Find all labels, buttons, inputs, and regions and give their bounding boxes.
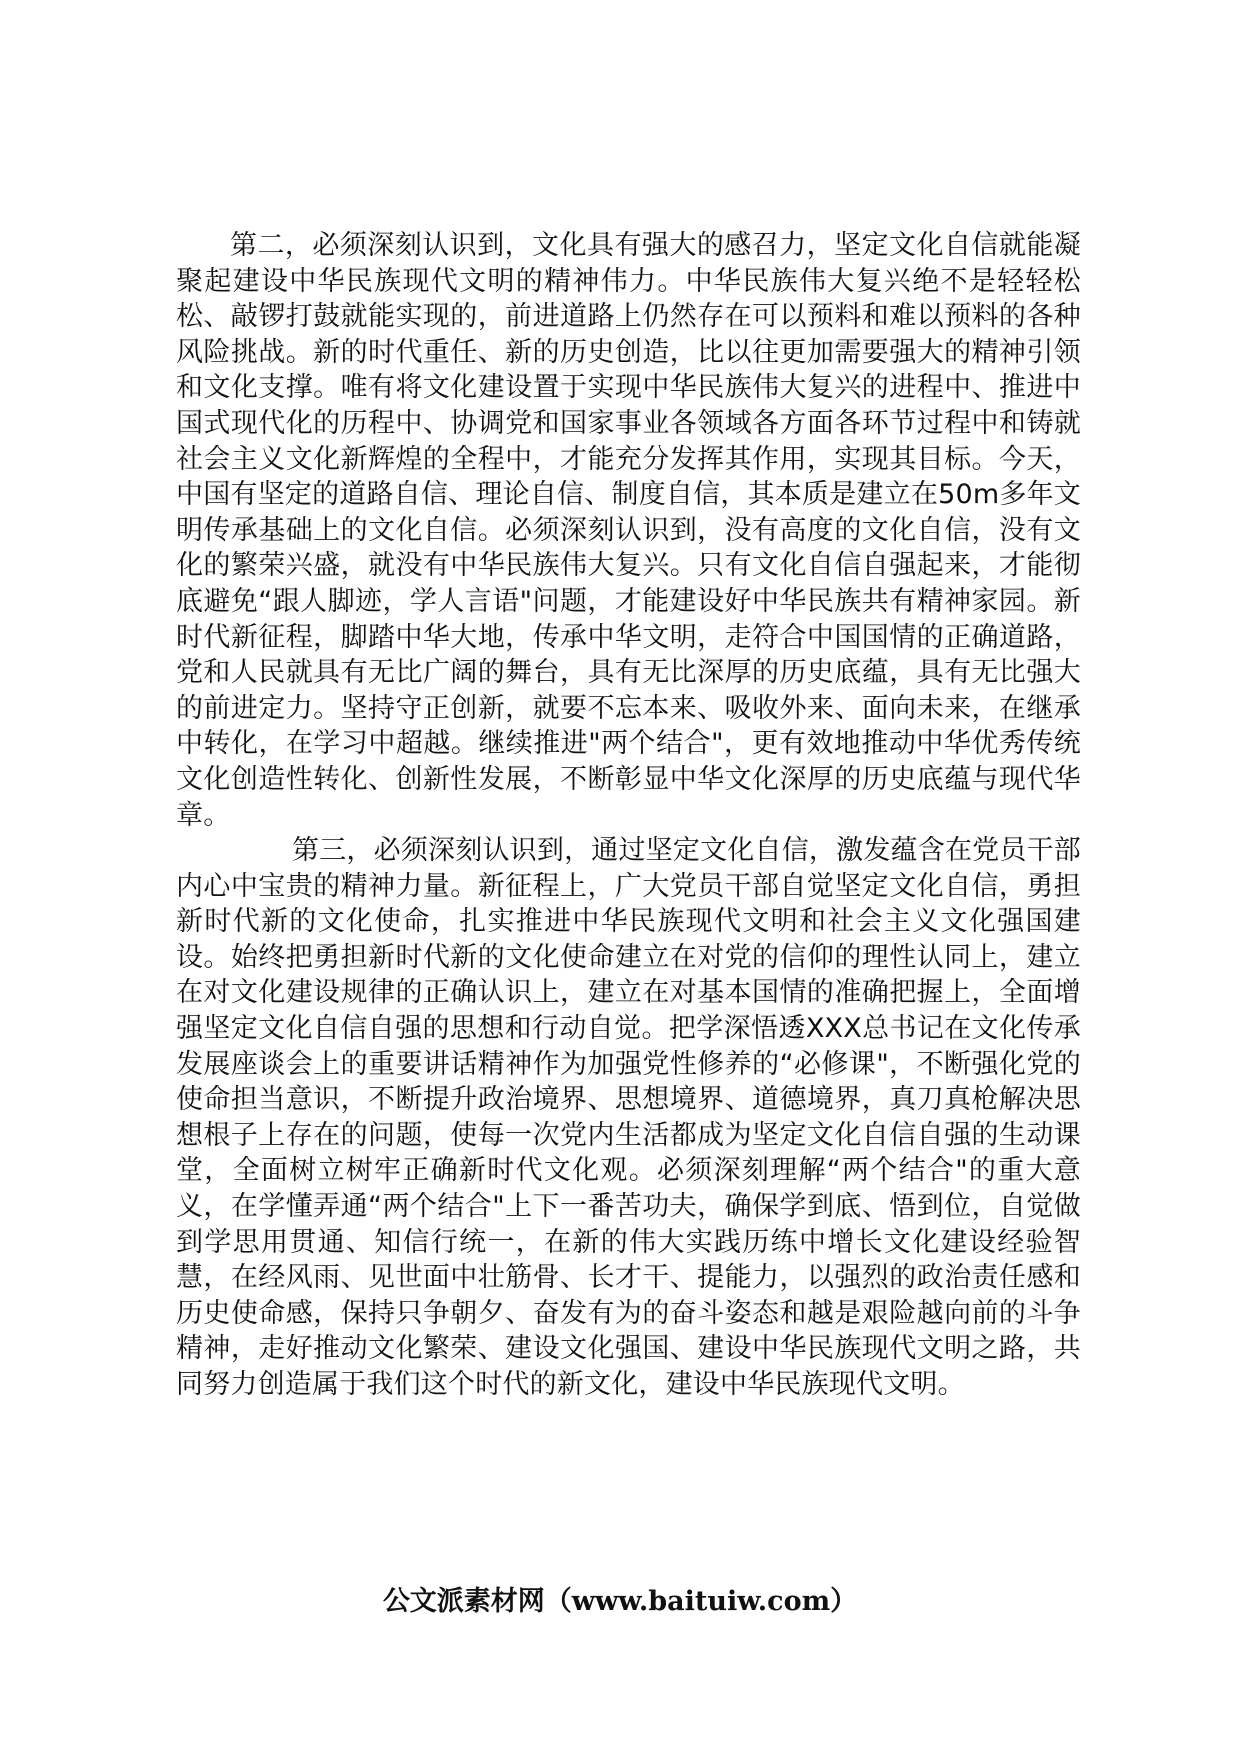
paragraph-third-point: 第三，必须深刻认识到，通过坚定文化自信，激发蕴含在党员干部内心中宝贵的精神力量。新征程上，广大党员干部自觉坚定文化自信，勇担新时代新的文化使命，扎实推进中华民族现代文明和社会主义文化强国建设。始终把勇担新时代新的文化使命建立在对党的信仰的理性认同上，建立在对文化建设规律的正确认识上，建立在对基本国情的准确把握上，全面增强坚定文化自信自强的思想和行动自觉。把学深悟透XXX总书记在文化传承发展座谈会上的重要讲话精神作为加强党性修养的“必修课"，不断强化党的使命担当意识，不断提升政治境界、思想境界、道德境界，真刀真枪解决思想根子上存在的问题，使每一次党内生活都成为坚定文化自信自强的生动课堂，全面树立树牢正确新时代文化观。必须深刻理解“两个结合"的重大意义，在学懂弄通“两个结合"上下一番苦功夫，确保学到底、悟到位，自觉做到学思用贯通、知信行统一，在新的伟大实践历练中增长文化建设经验智慧，在经风雨、见世面中壮筋骨、长才干、提能力，以强烈的政治责任感和历史使命感，保持只争朝夕、奋发有为的奋斗姿态和越是艰险越向前的斗争精神，走好推动文化繁荣、建设文化强国、建设中华民族现代文明之路，共同努力创造属于我们这个时代的新文化，建设中华民族现代文明。 — [176, 835, 1081, 1400]
footer-source-link: 公文派素材网（www.baituiw.com） — [382, 1586, 858, 1617]
document-body — [176, 228, 1081, 1403]
paragraph-second-point: 第二，必须深刻认识到，文化具有强大的感召力，坚定文化自信就能凝聚起建设中华民族现代文明的精神伟力。中华民族伟大复兴绝不是轻轻松松、敲锣打鼓就能实现的，前进道路上仍然存在可以预料和难以预料的各种风险挑战。新的时代重任、新的历史创造，比以往更加需要强大的精神引领和文化支撑。唯有将文化建设置于实现中华民族伟大复兴的进程中、推进中国式现代化的历程中、协调党和国家事业各领域各方面各环节过程中和铸就社会主义文化新辉煌的全程中，才能充分发挥其作用，实现其目标。今天，中国有坚定的道路自信、理论自信、制度自信，其本质是建立在50m多年文明传承基础上的文化自信。必须深刻认识到，没有高度的文化自信，没有文化的繁荣兴盛，就没有中华民族伟大复兴。只有文化自信自强起来，才能彻底避免“跟人脚迹，学人言语"问题，才能建设好中华民族共有精神家园。新时代新征程，脚踏中华大地，传承中华文明，走符合中国国情的正确道路，党和人民就具有无比广阔的舞台，具有无比深厚的历史底蕴，具有无比强大的前进定力。坚持守正创新，就要不忘本来、吸收外来、面向未来，在继承中转化，在学习中超越。继续推进"两个结合"，更有效地推动中华优秀传统文化创造性转化、创新性发展，不断彰显中华文化深厚的历史底蕴与现代华章。 — [176, 230, 1081, 831]
